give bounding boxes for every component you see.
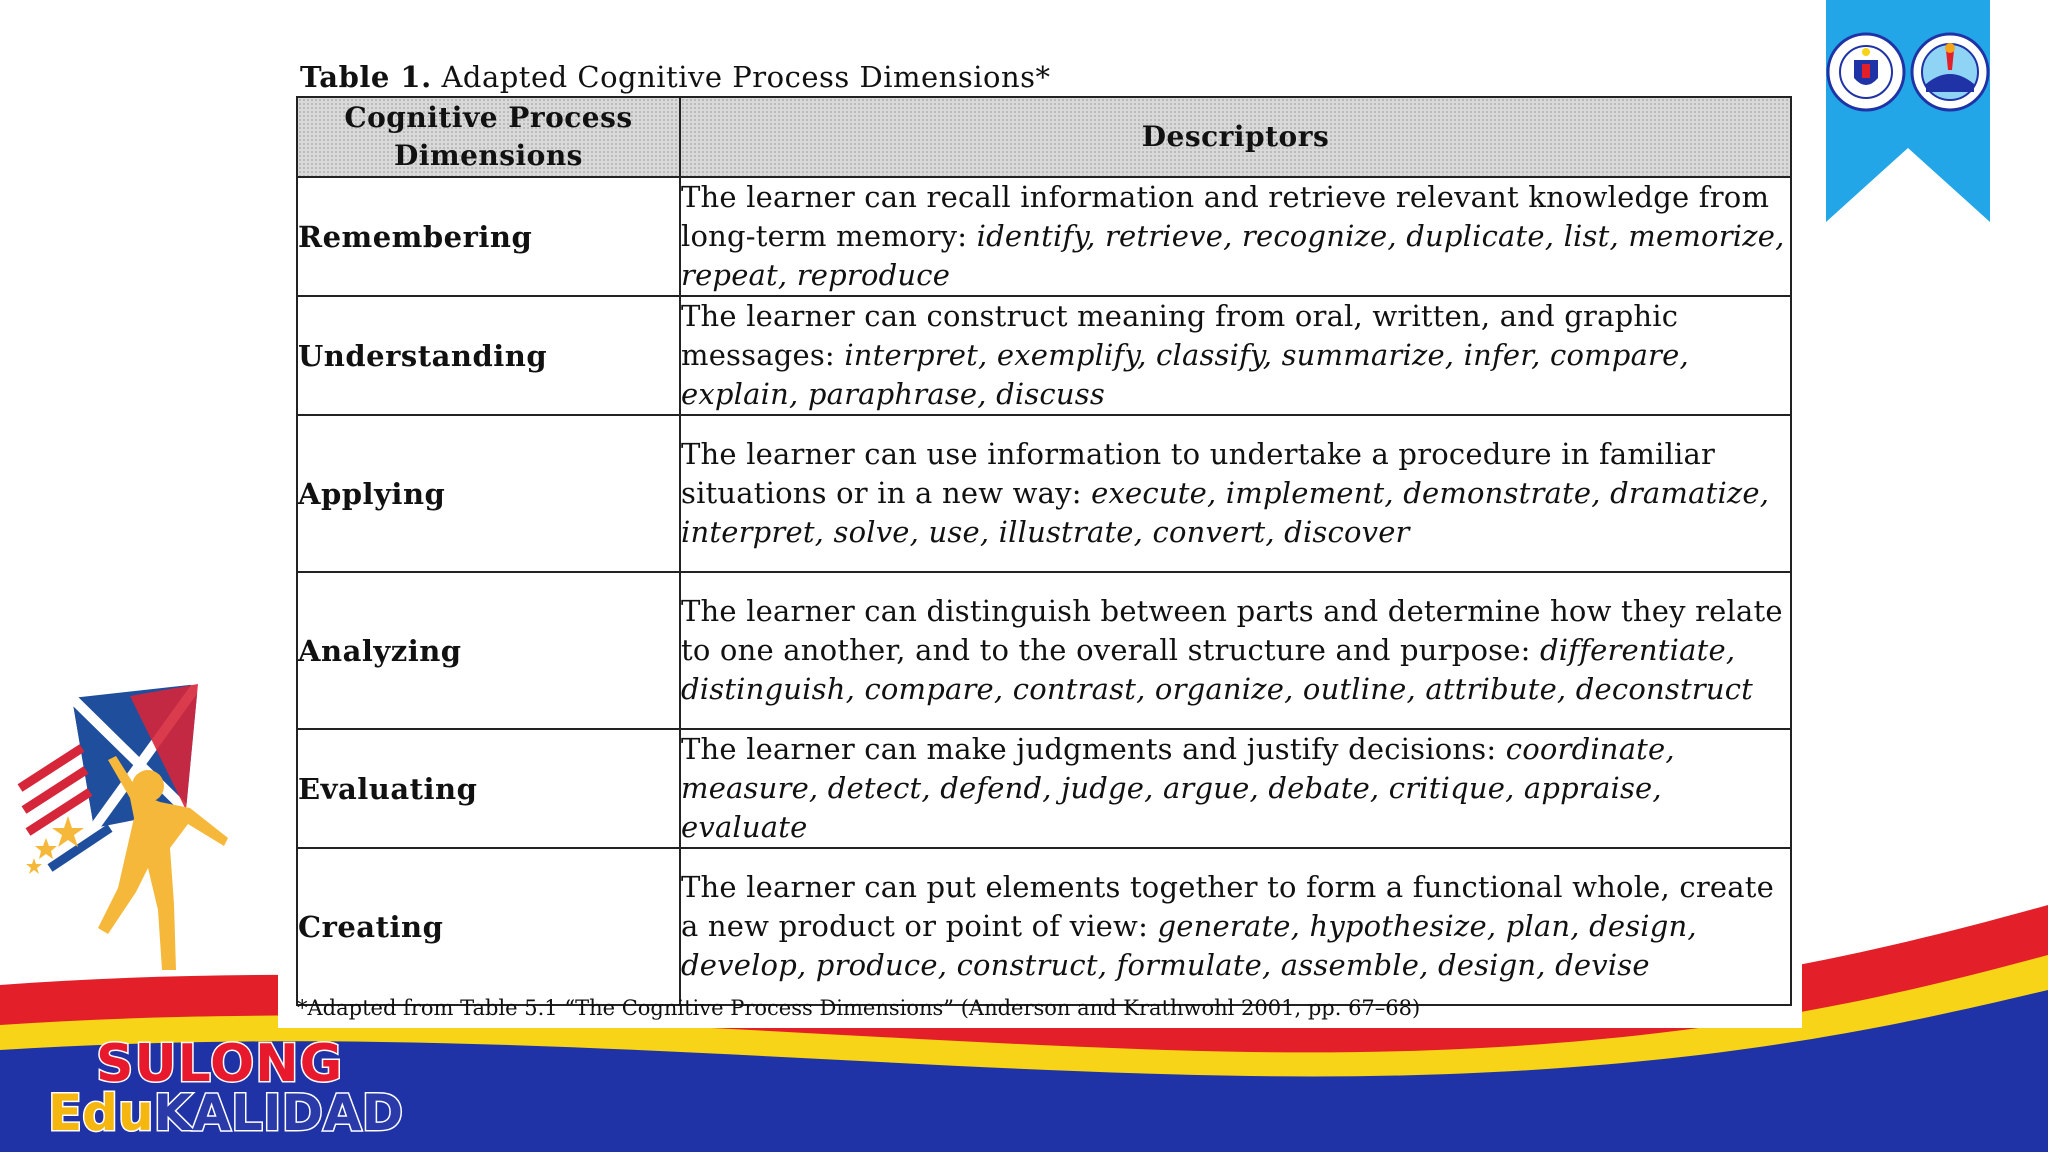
dimension-cell: Analyzing [297, 572, 680, 729]
descriptor-text: The learner can make judgments and justify decisions: [681, 732, 1497, 766]
descriptor-cell [680, 296, 1791, 415]
descriptor-cell [680, 729, 1791, 848]
table-row [297, 848, 1791, 1005]
descriptor-text: The learner can put elements together to form a functional whole, create a new product or point of view: [681, 870, 1774, 943]
table-title [300, 60, 1051, 94]
logo-kalidad: KALIDAD [153, 1084, 404, 1142]
dimension-cell: Understanding [297, 296, 680, 415]
descriptor-cell [680, 177, 1791, 296]
dimension-cell: Evaluating [297, 729, 680, 848]
sulong-edukalidad-logo [48, 1034, 404, 1144]
descriptor-verbs: interpret, exemplify, classify, summarize, infer, compare, explain, paraphrase, discuss [681, 338, 1689, 411]
descriptor-text: The learner can distinguish between parts and determine how they relate to one another, and to the overall structure and purpose: [681, 594, 1783, 667]
deped-seal-icon [1828, 34, 1904, 110]
kite-mascot-illustration [10, 678, 230, 978]
descriptor-text: The learner can recall information and retrieve relevant knowledge from long-term memory: [681, 180, 1770, 253]
logo-sulong: SULONG [96, 1034, 344, 1094]
descriptor-cell [680, 848, 1791, 1005]
table-caption: Adapted Cognitive Process Dimensions* [441, 60, 1051, 94]
table-label: Table 1. [300, 60, 432, 94]
header-descriptors: Descriptors [680, 97, 1791, 177]
descriptor-verbs: generate, hypothesize, plan, design, develop, produce, construct, formulate, assemble, design, devise [681, 909, 1697, 982]
division-seal-icon [1912, 34, 1988, 110]
descriptor-cell [680, 572, 1791, 729]
table-row [297, 572, 1791, 729]
table-row [297, 415, 1791, 572]
descriptor-text: The learner can construct meaning from oral, written, and graphic messages: [681, 299, 1679, 372]
descriptor-verbs: execute, implement, demonstrate, dramatize, interpret, solve, use, illustrate, convert, discover [681, 476, 1770, 549]
table-footnote: *Adapted from Table 5.1 “The Cognitive Process Dimensions” (Anderson and Krathwohl 2001, pp. 67–68) [297, 996, 1421, 1020]
descriptor-verbs: identify, retrieve, recognize, duplicate, list, memorize, repeat, reproduce [681, 219, 1785, 292]
header-dimensions-line1: Cognitive Process [344, 101, 633, 134]
descriptor-text: The learner can use information to undertake a procedure in familiar situations or in a new way: [681, 437, 1716, 510]
descriptor-verbs: coordinate, measure, detect, defend, judge, argue, debate, critique, appraise, evaluate [681, 732, 1675, 844]
cognitive-process-table [296, 96, 1792, 1006]
dimension-cell: Creating [297, 848, 680, 1005]
descriptor-cell [680, 415, 1791, 572]
header-dimensions-line2: Dimensions [394, 139, 583, 172]
table-row [297, 296, 1791, 415]
descriptor-verbs: differentiate, distinguish, compare, contrast, organize, outline, attribute, deconstruct [681, 633, 1754, 706]
logo-edu: Edu [48, 1084, 154, 1142]
dimension-cell: Applying [297, 415, 680, 572]
dimension-cell: Remembering [297, 177, 680, 296]
logo-edukalidad [48, 1084, 403, 1142]
table-row [297, 177, 1791, 296]
deped-ribbon [1826, 0, 1990, 222]
document-page [278, 52, 1802, 1028]
table-header-row [297, 97, 1791, 177]
header-dimensions [297, 97, 680, 177]
table-row [297, 729, 1791, 848]
